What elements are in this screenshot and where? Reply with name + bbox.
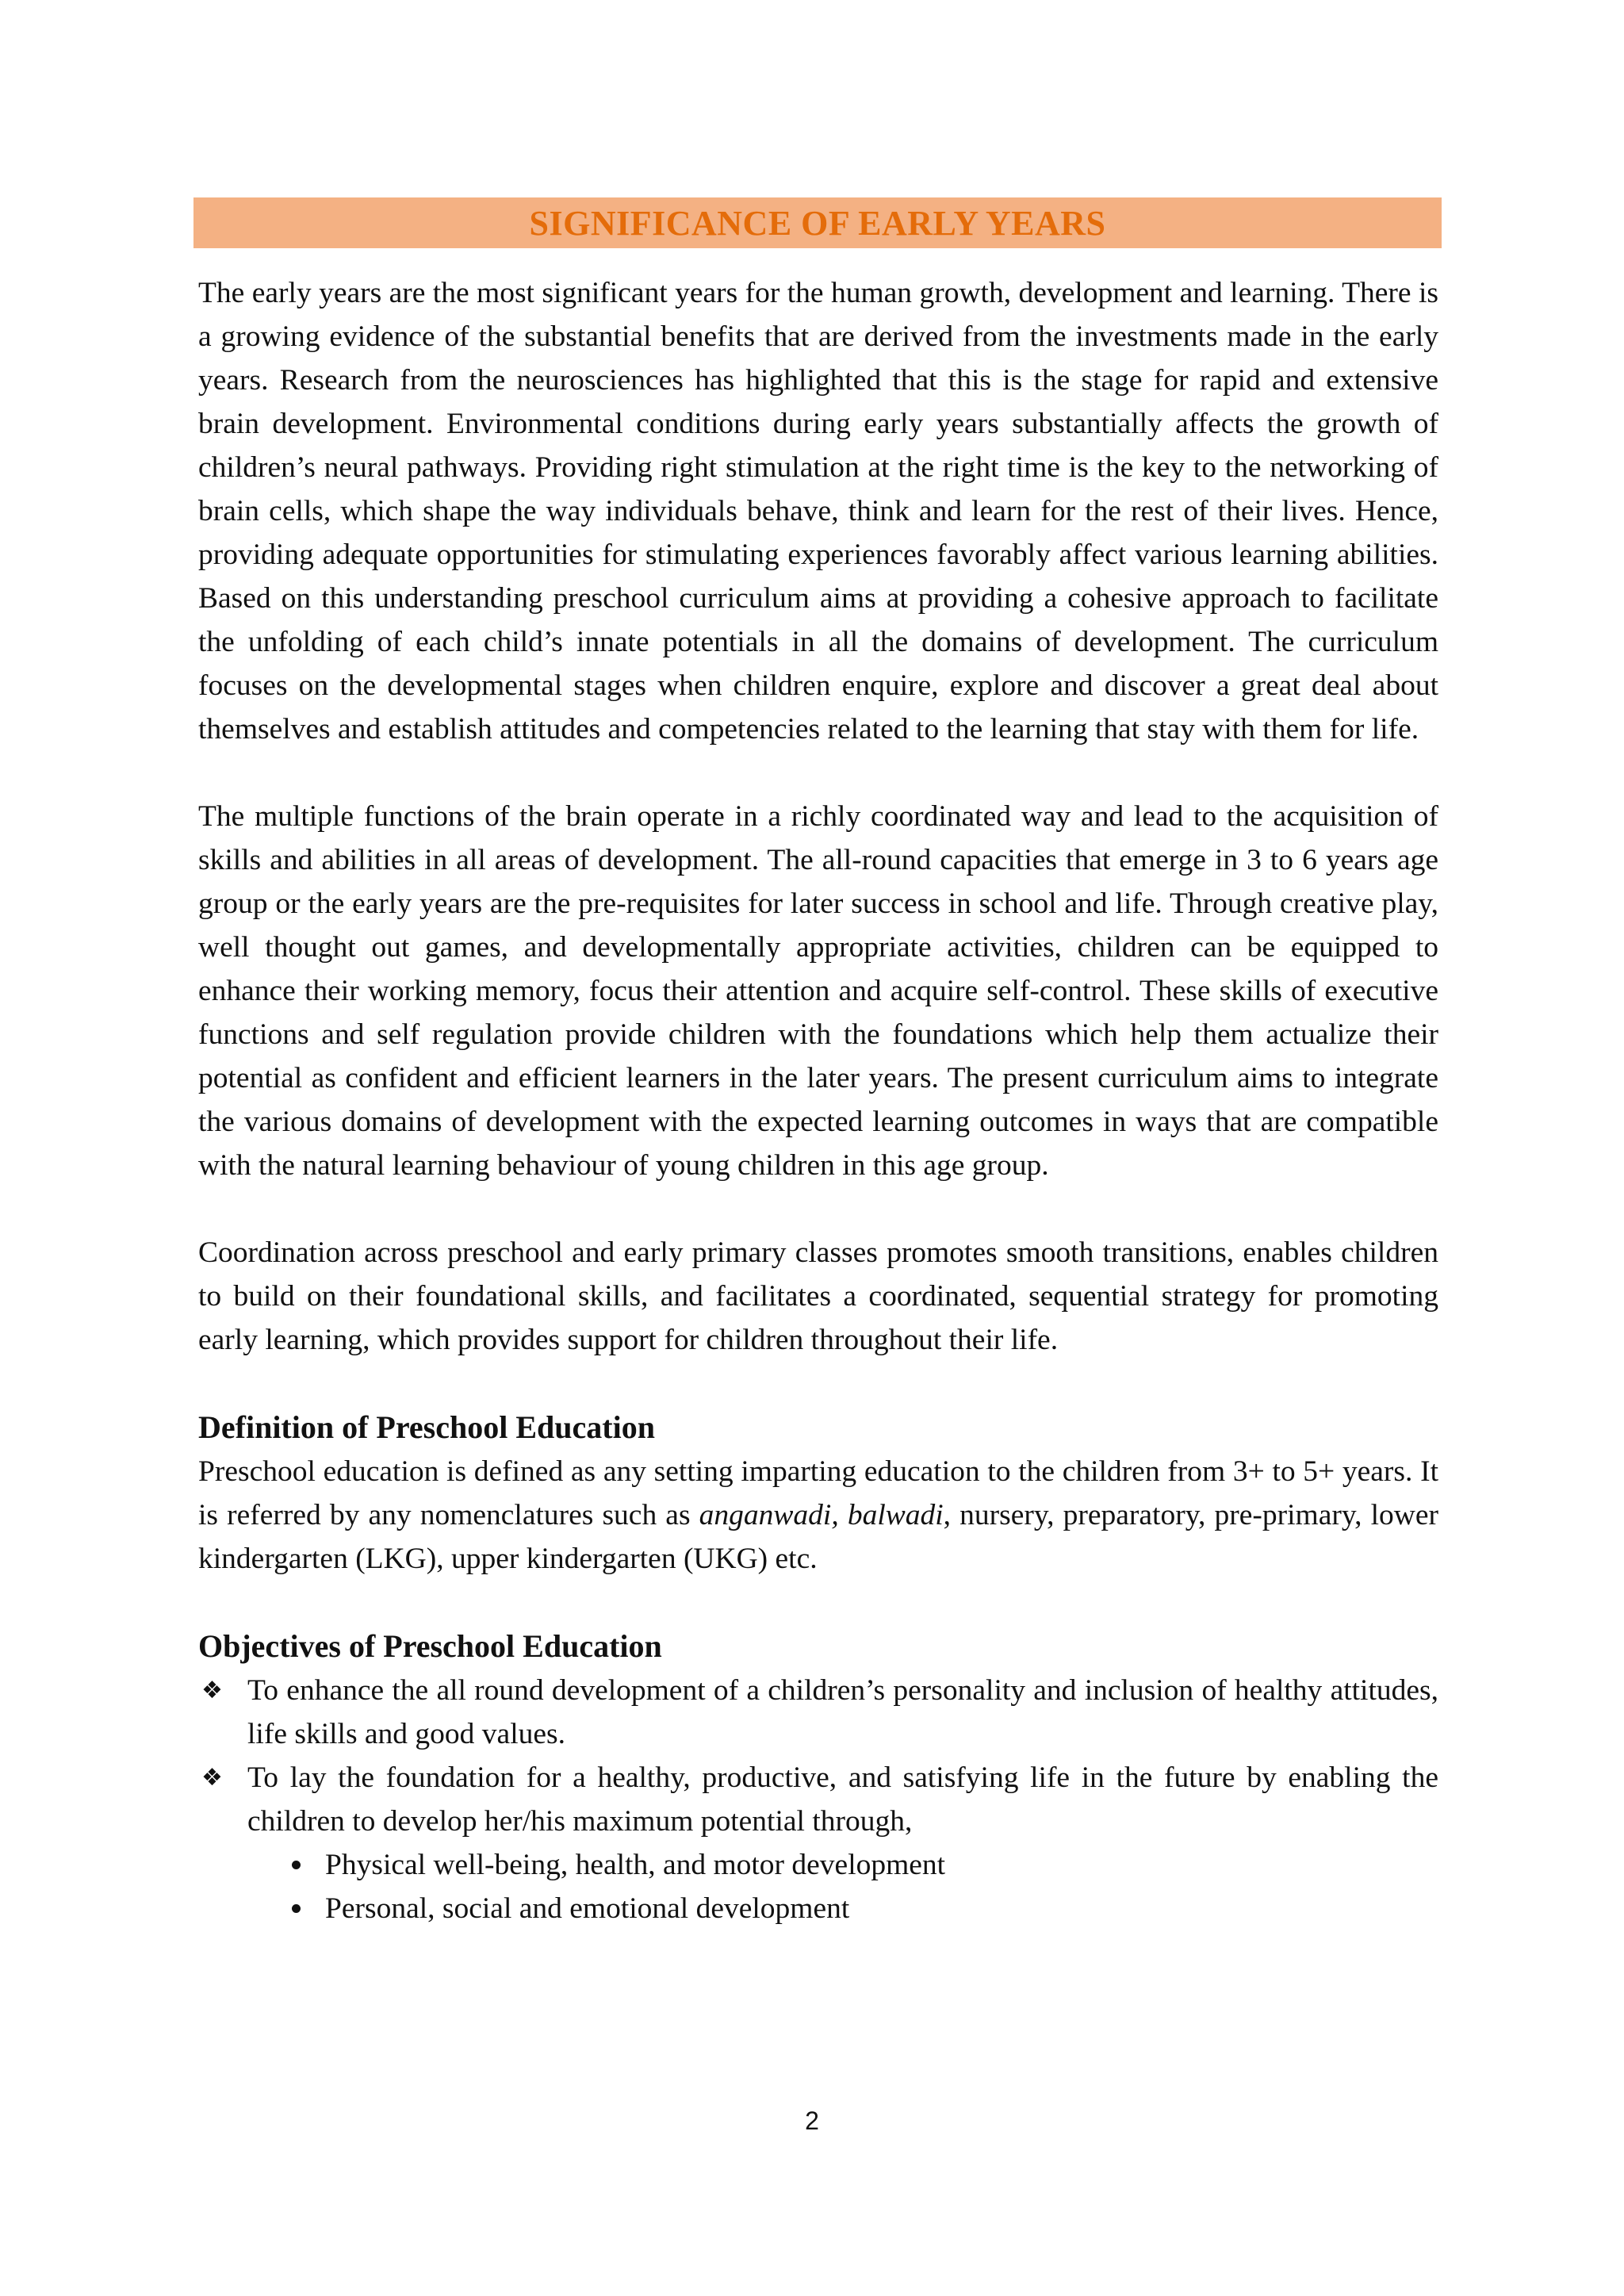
objectives-list (198, 1669, 1438, 1843)
subitem (285, 1887, 1438, 1930)
definition-text-before: Preschool education is defined as any setting imparting education to the children from 3+ to 5+ years. It is referred by any nomenclatures such as (198, 1455, 1438, 1531)
title-banner (193, 197, 1442, 248)
paragraph-early-years: The early years are the most significant years for the human growth, development and learning. There is a growing evidence of the substantial benefits that are derived from the investments made in the early years. Research from the neurosciences has highlighted that this is the stage for rapid and extensive brain development. Environmental conditions during early years substantially affects the growth of children’s neural pathways. Providing right stimulation at the right time is the key to the networking of brain cells, which shape the way individuals behave, think and learn for the rest of their lives. Hence, providing adequate opportunities for stimulating experiences favorably affect various learning abilities. Based on this understanding preschool curriculum aims at providing a cohesive approach to facilitate the unfolding of each child’s innate potentials in all the domains of development. The curriculum focuses on the developmental stages when children enquire, explore and discover a great deal about themselves and establish attitudes and competencies related to the learning that stay with them for life. (198, 277, 1438, 746)
definition-text-after: , nursery, preparatory, pre-primary, lower kindergarten (LKG), upper kindergarten (UKG) etc. (198, 1499, 1439, 1575)
subitem-text: Physical well-being, health, and motor development (325, 1849, 946, 1881)
objective-text: To enhance the all round development of a children’s personality and inclusion of healthy attitudes, life skills and good values. (247, 1674, 1438, 1750)
objective-text: To lay the foundation for a healthy, productive, and satisfying life in the future by enabling the children to develop her/his maximum potential through, (247, 1761, 1438, 1838)
paragraph-coordination: Coordination across preschool and early primary classes promotes smooth transitions, enables children to build on their foundational skills, and facilitates a coordinated, sequential strategy for promoting early learning, which provides support for children throughout their life. (198, 1236, 1438, 1356)
diamond-bullet-icon: ❖ (201, 1764, 223, 1792)
objectives-heading: Objectives of Preschool Education (198, 1628, 662, 1664)
definition-text (198, 1450, 1438, 1581)
subitem (285, 1843, 1438, 1887)
objective-item (198, 1756, 1438, 1843)
page-title: SIGNIFICANCE OF EARLY YEARS (529, 203, 1106, 243)
main-content (198, 271, 1438, 1930)
paragraph-brain-functions: The multiple functions of the brain operate in a richly coordinated way and lead to the acquisition of skills and abilities in all areas of development. The all-round capacities that emerge in 3 to 6 years age group or the early years are the pre-requisites for later success in school and life. Through creative play, well thought out games, and developmentally appropriate activities, children can be equipped to enhance their working memory, focus their attention and acquire self-control. These skills of executive functions and self regulation provide children with the foundations which help them actualize their potential as confident and efficient learners in the later years. The present curriculum aims to integrate the various domains of development with the expected learning outcomes in ways that are compatible with the natural learning behaviour of young children in this age group. (198, 800, 1438, 1182)
subitem-text: Personal, social and emotional development (325, 1892, 850, 1925)
objective-subitems-list (198, 1843, 1438, 1930)
round-bullet-icon (292, 1904, 301, 1913)
round-bullet-icon (292, 1861, 301, 1869)
definition-heading: Definition of Preschool Education (198, 1409, 655, 1445)
objective-item (198, 1669, 1438, 1756)
page-number: 2 (805, 2106, 819, 2135)
diamond-bullet-icon: ❖ (201, 1677, 223, 1704)
definition-italic-terms: anganwadi, balwadi (699, 1499, 944, 1531)
